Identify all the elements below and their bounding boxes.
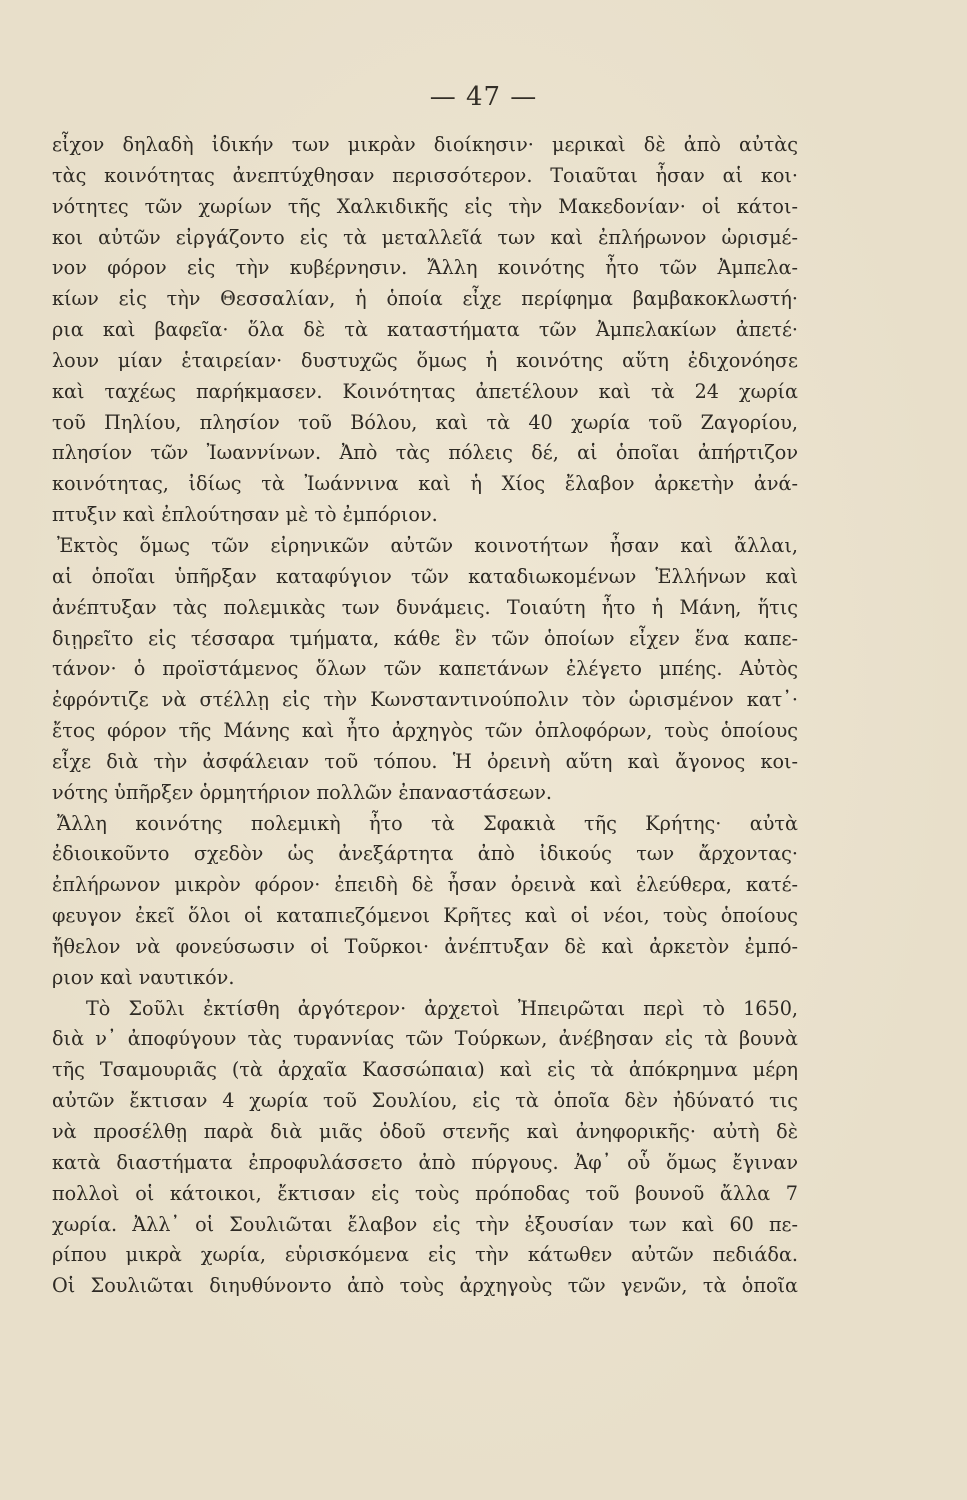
text-line: ἀνέπτυξαν τὰς πολεμικὰς των δυνάμεις. Τοιαύτη ἦτο ἡ Μάνη, ἥτις <box>52 595 798 619</box>
text-line: ἐφρόντιζε νὰ στέλλῃ εἰς τὴν Κωνσταντινούπολιν τὸν ὡρισμένον κατ᾽· <box>52 688 798 712</box>
text-line: ἔτος φόρον τῆς Μάνης καὶ ἦτο ἀρχηγὸς τῶν ὁπλοφόρων, τοὺς ὁποίους <box>52 719 798 743</box>
text-line: ρίπου μικρὰ χωρία, εὑρισκόμενα εἰς τὴν κάτωθεν αὐτῶν πεδιάδα. <box>52 1243 798 1267</box>
text-line: Ἄλλη κοινότης πολεμικὴ ἦτο τὰ Σφακιὰ τῆς Κρήτης· αὐτὰ <box>57 811 798 835</box>
text-line: ρια καὶ βαφεῖα· ὅλα δὲ τὰ καταστήματα τῶν Ἀμπελακίων ἀπετέ· <box>52 318 798 342</box>
text-line: πτυξιν καὶ ἐπλούτησαν μὲ τὸ ἐμπόριον. <box>52 503 438 527</box>
text-line: Οἱ Σουλιῶται διηυθύνοντο ἀπὸ τοὺς ἀρχηγοὺς τῶν γενῶν, τὰ ὁποῖα <box>52 1274 798 1298</box>
text-line: νον φόρον εἰς τὴν κυβέρνησιν. Ἄλλη κοινότης ἦτο τῶν Ἀμπελα- <box>52 256 798 280</box>
text-line: ἐπλήρωνον μικρὸν φόρον· ἐπειδὴ δὲ ἦσαν ὀρεινὰ καὶ ἐλεύθερα, κατέ- <box>52 873 798 897</box>
text-line: τῆς Τσαμουριᾶς (τὰ ἀρχαῖα Κασσώπαια) καὶ εἰς τὰ ἀπόκρημνα μέρη <box>52 1058 798 1082</box>
text-line: νὰ προσέλθῃ παρὰ διὰ μιᾶς ὁδοῦ στενῆς καὶ ἀνηφορικῆς· αὐτὴ δὲ <box>52 1120 798 1143</box>
text-line: κοι αὐτῶν εἰργάζοντο εἰς τὰ μεταλλεῖά των καὶ ἐπλήρωνον ὡρισμέ- <box>52 225 798 249</box>
text-line: φευγον ἐκεῖ ὅλοι οἱ καταπιεζόμενοι Κρῆτες καὶ οἱ νέοι, τοὺς ὁποίους <box>52 904 798 928</box>
text-line: αἱ ὁποῖαι ὑπῆρξαν καταφύγιον τῶν καταδιωκομένων Ἑλλήνων καὶ <box>52 564 798 588</box>
text-line: νότης ὑπῆρξεν ὁρμητήριον πολλῶν ἐπαναστάσεων. <box>52 780 553 804</box>
text-line: ἐδιοικοῦντο σχεδὸν ὡς ἀνεξάρτητα ἀπὸ ἰδικούς των ἄρχοντας· <box>52 842 798 866</box>
text-line: καὶ ταχέως παρήκμασεν. Κοινότητας ἀπετέλουν καὶ τὰ 24 χωρία <box>52 379 798 403</box>
body-text <box>52 130 798 1302</box>
text-line: διὰ ν᾽ ἀποφύγουν τὰς τυραννίας τῶν Τούρκων, ἀνέβησαν εἰς τὰ βουνὰ <box>52 1027 798 1051</box>
text-line: κοινότητας, ἰδίως τὰ Ἰωάννινα καὶ ἡ Χίος ἔλαβον ἀρκετὴν ἀνά- <box>52 472 798 496</box>
text-line: τὰς κοινότητας ἀνεπτύχθησαν περισσότερον. Τοιαῦται ἦσαν αἱ κοι· <box>52 163 798 187</box>
text-line: τάνον· ὁ προϊστάμενος ὅλων τῶν καπετάνων ἐλέγετο μπέης. Αὐτὸς <box>52 657 798 681</box>
text-line: χωρία. Ἀλλ᾽ οἱ Σουλιῶται ἔλαβον εἰς τὴν ἐξουσίαν των καὶ 60 πε- <box>52 1212 798 1236</box>
text-line: τοῦ Πηλίου, πλησίον τοῦ Βόλου, καὶ τὰ 40 χωρία τοῦ Ζαγορίου, <box>52 410 798 434</box>
text-line: Τὸ Σοῦλι ἐκτίσθη ἀργότερον· ἀρχετοὶ Ἠπειρῶται περὶ τὸ 1650, <box>86 996 798 1020</box>
text-line: νότητες τῶν χωρίων τῆς Χαλκιδικῆς εἰς τὴν Μακεδονίαν· οἱ κάτοι- <box>52 194 798 218</box>
text-line: εἶχε διὰ τὴν ἀσφάλειαν τοῦ τόπου. Ἡ ὀρεινὴ αὕτη καὶ ἄγονος κοι- <box>52 749 798 773</box>
text-line: ἤθελον νὰ φονεύσωσιν οἱ Τοῦρκοι· ἀνέπτυξαν δὲ καὶ ἀρκετὸν ἐμπό- <box>52 934 798 958</box>
text-line: πολλοὶ οἱ κάτοικοι, ἔκτισαν εἰς τοὺς πρόποδας τοῦ βουνοῦ ἄλλα 7 <box>52 1181 798 1205</box>
text-line: κίων εἰς τὴν Θεσσαλίαν, ἡ ὁποία εἶχε περίφημα βαμβακοκλωστή· <box>52 287 798 311</box>
text-line: κατὰ διαστήματα ἐπροφυλάσσετο ἀπὸ πύργους. Ἀφ᾽ οὗ ὅμως ἔγιναν <box>52 1150 798 1174</box>
text-line: ριον καὶ ναυτικόν. <box>52 965 235 989</box>
text-line: εἶχον δηλαδὴ ἰδικήν των μικρὰν διοίκησιν· μερικαὶ δὲ ἀπὸ αὐτὰς <box>52 133 798 156</box>
text-line: λουν μίαν ἑταιρείαν· δυστυχῶς ὅμως ἡ κοινότης αὕτη ἐδιχονόησε <box>52 348 798 372</box>
text-line: πλησίον τῶν Ἰωαννίνων. Ἀπὸ τὰς πόλεις δέ, αἱ ὁποῖαι ἀπήρτιζον <box>52 441 798 465</box>
text-line: Ἐκτὸς ὅμως τῶν εἰρηνικῶν αὐτῶν κοινοτήτων ἦσαν καὶ ἄλλαι, <box>57 533 798 557</box>
page-number: — 47 — <box>429 82 538 112</box>
text-line: αὐτῶν ἔκτισαν 4 χωρία τοῦ Σουλίου, εἰς τὰ ὁποῖα δὲν ἠδύνατό τις <box>52 1089 798 1113</box>
text-line: διῃρεῖτο εἰς τέσσαρα τμήματα, κάθε ἓν τῶν ὁποίων εἶχεν ἕνα καπε- <box>52 626 798 650</box>
